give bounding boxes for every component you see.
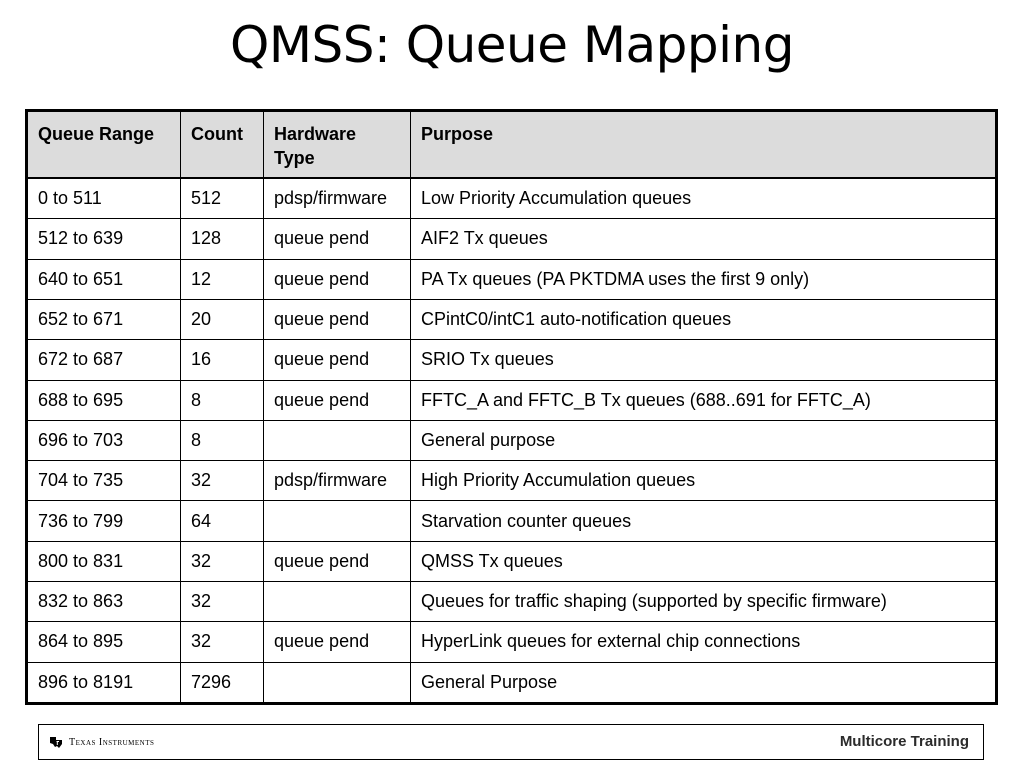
cell-queue-range: 0 to 511: [27, 178, 181, 219]
cell-hardware-type: pdsp/firmware: [264, 461, 411, 501]
cell-purpose: Starvation counter queues: [411, 501, 997, 541]
cell-purpose: AIF2 Tx queues: [411, 219, 997, 259]
cell-queue-range: 704 to 735: [27, 461, 181, 501]
queue-mapping-table: [25, 109, 998, 705]
table-row: [27, 461, 997, 501]
cell-queue-range: 864 to 895: [27, 622, 181, 662]
cell-purpose: General Purpose: [411, 662, 997, 703]
cell-count: 12: [181, 259, 264, 299]
texas-state-icon: [49, 735, 63, 749]
cell-count: 64: [181, 501, 264, 541]
table-body: [27, 178, 997, 704]
texas-instruments-logo: [49, 735, 154, 749]
cell-count: 32: [181, 581, 264, 621]
cell-queue-range: 696 to 703: [27, 420, 181, 460]
cell-hardware-type: [264, 501, 411, 541]
slide-title: QMSS: Queue Mapping: [230, 16, 794, 74]
table-row: [27, 622, 997, 662]
cell-hardware-type: pdsp/firmware: [264, 178, 411, 219]
cell-purpose: CPintC0/intC1 auto-notification queues: [411, 299, 997, 339]
cell-count: 32: [181, 461, 264, 501]
cell-hardware-type: queue pend: [264, 541, 411, 581]
table-row: [27, 340, 997, 380]
cell-count: 16: [181, 340, 264, 380]
cell-queue-range: 896 to 8191: [27, 662, 181, 703]
table-row: [27, 420, 997, 460]
column-header-count: Count: [181, 111, 264, 179]
table-row: [27, 299, 997, 339]
cell-purpose: HyperLink queues for external chip connections: [411, 622, 997, 662]
cell-hardware-type: [264, 662, 411, 703]
cell-hardware-type: queue pend: [264, 219, 411, 259]
cell-purpose: PA Tx queues (PA PKTDMA uses the first 9 only): [411, 259, 997, 299]
cell-count: 128: [181, 219, 264, 259]
cell-count: 7296: [181, 662, 264, 703]
table-row: [27, 501, 997, 541]
cell-count: 32: [181, 622, 264, 662]
cell-queue-range: 800 to 831: [27, 541, 181, 581]
cell-purpose: High Priority Accumulation queues: [411, 461, 997, 501]
cell-queue-range: 640 to 651: [27, 259, 181, 299]
cell-count: 32: [181, 541, 264, 581]
cell-count: 8: [181, 420, 264, 460]
column-header-queue-range: Queue Range: [27, 111, 181, 179]
cell-count: 512: [181, 178, 264, 219]
cell-hardware-type: queue pend: [264, 622, 411, 662]
cell-count: 20: [181, 299, 264, 339]
footer-bar: [38, 724, 984, 760]
table-row: [27, 380, 997, 420]
cell-hardware-type: queue pend: [264, 259, 411, 299]
cell-hardware-type: [264, 420, 411, 460]
column-header-purpose: Purpose: [411, 111, 997, 179]
cell-purpose: QMSS Tx queues: [411, 541, 997, 581]
table-row: [27, 178, 997, 219]
cell-hardware-type: queue pend: [264, 340, 411, 380]
table-row: [27, 259, 997, 299]
table-row: [27, 662, 997, 703]
cell-hardware-type: queue pend: [264, 299, 411, 339]
cell-queue-range: 672 to 687: [27, 340, 181, 380]
table-row: [27, 581, 997, 621]
cell-purpose: SRIO Tx queues: [411, 340, 997, 380]
cell-hardware-type: [264, 581, 411, 621]
cell-queue-range: 512 to 639: [27, 219, 181, 259]
cell-queue-range: 688 to 695: [27, 380, 181, 420]
texas-instruments-text: Texas Instruments: [69, 736, 155, 748]
cell-hardware-type: queue pend: [264, 380, 411, 420]
cell-queue-range: 736 to 799: [27, 501, 181, 541]
cell-purpose: FFTC_A and FFTC_B Tx queues (688..691 for FFTC_A): [411, 380, 997, 420]
cell-queue-range: 832 to 863: [27, 581, 181, 621]
cell-purpose: Queues for traffic shaping (supported by specific firmware): [411, 581, 997, 621]
table-row: [27, 541, 997, 581]
cell-purpose: Low Priority Accumulation queues: [411, 178, 997, 219]
table-header-row: [27, 111, 997, 179]
cell-queue-range: 652 to 671: [27, 299, 181, 339]
cell-purpose: General purpose: [411, 420, 997, 460]
table-row: [27, 219, 997, 259]
column-header-hardware-type: Hardware Type: [264, 111, 411, 179]
multicore-training-label: Multicore Training: [839, 733, 969, 750]
cell-count: 8: [181, 380, 264, 420]
